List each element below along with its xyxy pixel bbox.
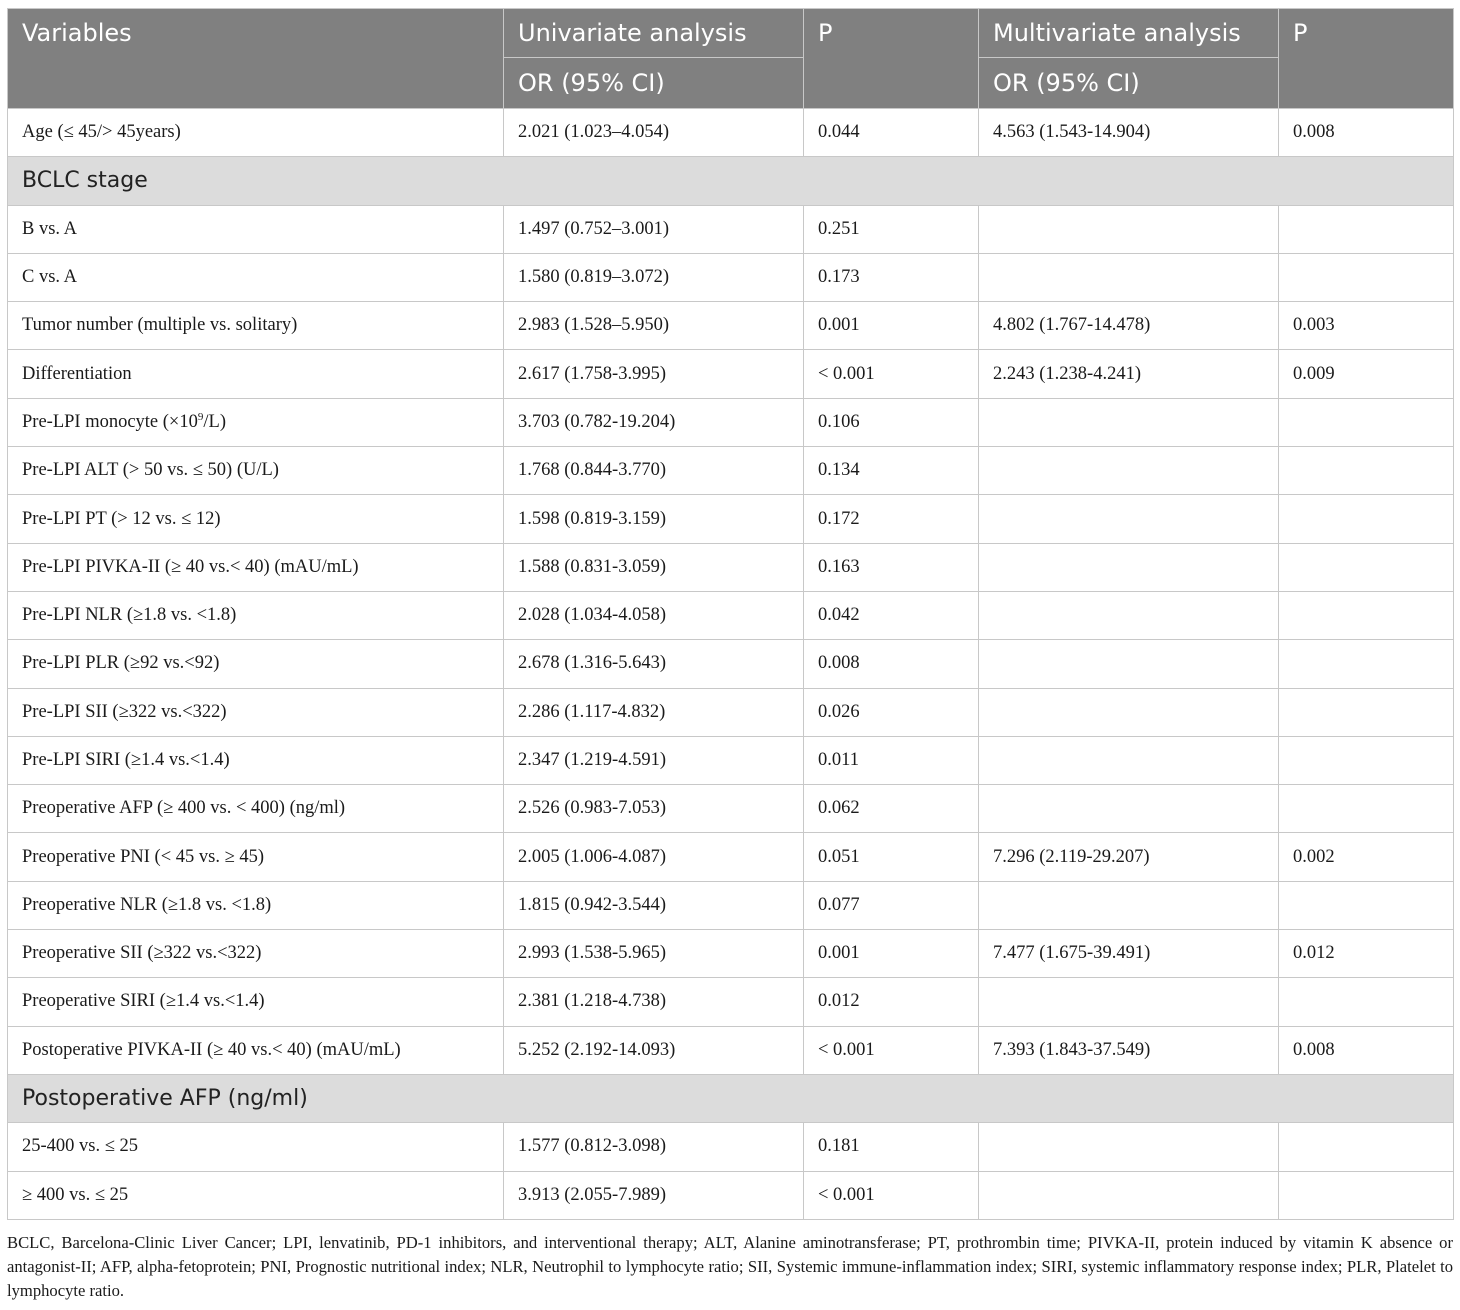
cell-multivariate-or <box>979 1123 1279 1171</box>
table-row <box>8 543 1454 591</box>
cell-variable: Pre-LPI ALT (> 50 vs. ≤ 50) (U/L) <box>8 447 504 495</box>
table-row <box>8 205 1454 253</box>
cell-univariate-p: 0.251 <box>804 205 979 253</box>
cell-variable: Preoperative NLR (≥1.8 vs. <1.8) <box>8 881 504 929</box>
cell-univariate-or: 2.005 (1.006-4.087) <box>504 833 804 881</box>
table-row <box>8 881 1454 929</box>
cell-univariate-p: 0.011 <box>804 736 979 784</box>
cell-univariate-p: 0.001 <box>804 930 979 978</box>
table-row <box>8 495 1454 543</box>
cell-multivariate-p <box>1279 495 1454 543</box>
cell-multivariate-p <box>1279 1171 1454 1219</box>
section-row <box>8 157 1454 205</box>
header-p-univariate: P <box>804 9 979 109</box>
table-row <box>8 1171 1454 1219</box>
cell-multivariate-or <box>979 688 1279 736</box>
header-variables: Variables <box>8 9 504 109</box>
cell-multivariate-p <box>1279 205 1454 253</box>
cell-univariate-or: 1.497 (0.752–3.001) <box>504 205 804 253</box>
header-p-multivariate: P <box>1279 9 1454 109</box>
cell-univariate-p: 0.026 <box>804 688 979 736</box>
cell-multivariate-p <box>1279 881 1454 929</box>
cell-univariate-p: 0.173 <box>804 253 979 301</box>
header-multivariate: Multivariate analysis <box>979 9 1279 58</box>
cell-multivariate-p <box>1279 978 1454 1026</box>
cell-multivariate-or: 7.296 (2.119-29.207) <box>979 833 1279 881</box>
cell-variable: Tumor number (multiple vs. solitary) <box>8 302 504 350</box>
cell-variable <box>8 398 504 446</box>
cell-multivariate-p: 0.012 <box>1279 930 1454 978</box>
table-body <box>8 109 1454 1220</box>
cell-univariate-p: 0.181 <box>804 1123 979 1171</box>
cell-univariate-or: 2.617 (1.758-3.995) <box>504 350 804 398</box>
cell-multivariate-or <box>979 1171 1279 1219</box>
table-row <box>8 1026 1454 1074</box>
cell-univariate-p: 0.106 <box>804 398 979 446</box>
header-row <box>8 9 1454 58</box>
cell-multivariate-p <box>1279 688 1454 736</box>
cell-variable-text: Pre-LPI monocyte (×10 <box>22 411 198 432</box>
cell-univariate-or: 1.588 (0.831-3.059) <box>504 543 804 591</box>
cell-multivariate-or <box>979 205 1279 253</box>
table-row <box>8 591 1454 639</box>
cell-multivariate-or <box>979 881 1279 929</box>
cell-variable: Pre-LPI NLR (≥1.8 vs. <1.8) <box>8 591 504 639</box>
table-row <box>8 688 1454 736</box>
cell-multivariate-p <box>1279 1123 1454 1171</box>
cell-univariate-or: 1.768 (0.844-3.770) <box>504 447 804 495</box>
cell-variable: Preoperative SII (≥322 vs.<322) <box>8 930 504 978</box>
cell-multivariate-p <box>1279 785 1454 833</box>
cell-multivariate-p <box>1279 543 1454 591</box>
table-row <box>8 978 1454 1026</box>
section-label: BCLC stage <box>8 157 1454 205</box>
table-header <box>8 9 1454 109</box>
cell-univariate-or: 2.347 (1.219-4.591) <box>504 736 804 784</box>
cell-univariate-p: < 0.001 <box>804 1171 979 1219</box>
cell-variable: Pre-LPI PT (> 12 vs. ≤ 12) <box>8 495 504 543</box>
regression-table <box>7 8 1454 1220</box>
table-row <box>8 350 1454 398</box>
cell-univariate-p: 0.172 <box>804 495 979 543</box>
cell-multivariate-or <box>979 253 1279 301</box>
cell-multivariate-p <box>1279 736 1454 784</box>
cell-multivariate-p <box>1279 398 1454 446</box>
cell-multivariate-or: 7.477 (1.675-39.491) <box>979 930 1279 978</box>
cell-variable: Preoperative SIRI (≥1.4 vs.<1.4) <box>8 978 504 1026</box>
cell-variable-unit: /L) <box>203 411 226 432</box>
cell-univariate-or: 1.577 (0.812-3.098) <box>504 1123 804 1171</box>
table-row <box>8 109 1454 157</box>
cell-variable: Pre-LPI SII (≥322 vs.<322) <box>8 688 504 736</box>
table-row <box>8 785 1454 833</box>
cell-multivariate-p: 0.009 <box>1279 350 1454 398</box>
cell-multivariate-p: 0.002 <box>1279 833 1454 881</box>
cell-variable: Pre-LPI PIVKA-II (≥ 40 vs.< 40) (mAU/mL) <box>8 543 504 591</box>
cell-variable: C vs. A <box>8 253 504 301</box>
cell-multivariate-p: 0.008 <box>1279 1026 1454 1074</box>
cell-univariate-p: 0.001 <box>804 302 979 350</box>
section-label: Postoperative AFP (ng/ml) <box>8 1074 1454 1122</box>
cell-multivariate-or: 7.393 (1.843-37.549) <box>979 1026 1279 1074</box>
table-row <box>8 302 1454 350</box>
cell-univariate-or: 2.678 (1.316-5.643) <box>504 640 804 688</box>
cell-univariate-p: 0.008 <box>804 640 979 688</box>
cell-multivariate-p: 0.008 <box>1279 109 1454 157</box>
cell-univariate-p: 0.044 <box>804 109 979 157</box>
cell-univariate-or: 1.580 (0.819–3.072) <box>504 253 804 301</box>
cell-multivariate-or <box>979 495 1279 543</box>
cell-multivariate-or <box>979 736 1279 784</box>
cell-multivariate-or <box>979 543 1279 591</box>
cell-variable: Preoperative AFP (≥ 400 vs. < 400) (ng/ml) <box>8 785 504 833</box>
cell-variable: Pre-LPI SIRI (≥1.4 vs.<1.4) <box>8 736 504 784</box>
cell-multivariate-or: 4.563 (1.543-14.904) <box>979 109 1279 157</box>
table-row <box>8 930 1454 978</box>
cell-univariate-p: 0.062 <box>804 785 979 833</box>
cell-variable: Postoperative PIVKA-II (≥ 40 vs.< 40) (mAU/mL) <box>8 1026 504 1074</box>
cell-multivariate-or <box>979 591 1279 639</box>
cell-variable: Pre-LPI PLR (≥92 vs.<92) <box>8 640 504 688</box>
cell-variable: B vs. A <box>8 205 504 253</box>
cell-multivariate-or <box>979 978 1279 1026</box>
cell-univariate-or: 5.252 (2.192-14.093) <box>504 1026 804 1074</box>
cell-multivariate-or <box>979 398 1279 446</box>
cell-univariate-p: < 0.001 <box>804 350 979 398</box>
cell-variable: Preoperative PNI (< 45 vs. ≥ 45) <box>8 833 504 881</box>
table-row <box>8 398 1454 446</box>
cell-variable: ≥ 400 vs. ≤ 25 <box>8 1171 504 1219</box>
cell-multivariate-p: 0.003 <box>1279 302 1454 350</box>
cell-univariate-p: 0.077 <box>804 881 979 929</box>
header-univariate: Univariate analysis <box>504 9 804 58</box>
cell-variable: Differentiation <box>8 350 504 398</box>
cell-univariate-p: 0.012 <box>804 978 979 1026</box>
table-row <box>8 1123 1454 1171</box>
cell-univariate-or: 1.815 (0.942-3.544) <box>504 881 804 929</box>
cell-multivariate-or <box>979 447 1279 495</box>
table-row <box>8 253 1454 301</box>
cell-univariate-p: 0.163 <box>804 543 979 591</box>
cell-univariate-p: 0.051 <box>804 833 979 881</box>
section-row <box>8 1074 1454 1122</box>
cell-multivariate-or: 4.802 (1.767-14.478) <box>979 302 1279 350</box>
cell-univariate-p: 0.042 <box>804 591 979 639</box>
table-footnote: BCLC, Barcelona-Clinic Liver Cancer; LPI, lenvatinib, PD-1 inhibitors, and interventional therapy; ALT, Alanine aminotransferase; PT, prothrombin time; PIVKA-II, protein induced by vitamin K absence or antagonist-II; AFP, alpha-fetoprotein; PNI, Prognostic nutritional index; NLR, Neutrophil to lymphocyte ratio; SII, Systemic immune-inflammation index; SIRI, systemic inflammatory response index; PLR, Platelet to lymphocyte ratio. <box>7 1233 1453 1300</box>
cell-univariate-p: < 0.001 <box>804 1026 979 1074</box>
cell-univariate-or: 2.286 (1.117-4.832) <box>504 688 804 736</box>
table-row <box>8 833 1454 881</box>
cell-univariate-p: 0.134 <box>804 447 979 495</box>
cell-multivariate-p <box>1279 640 1454 688</box>
cell-univariate-or: 2.028 (1.034-4.058) <box>504 591 804 639</box>
cell-multivariate-p <box>1279 447 1454 495</box>
cell-multivariate-p <box>1279 253 1454 301</box>
table-row <box>8 736 1454 784</box>
regression-table-container <box>7 8 1453 1220</box>
cell-univariate-or: 1.598 (0.819-3.159) <box>504 495 804 543</box>
table-row <box>8 447 1454 495</box>
header-or-ci-multivariate: OR (95% CI) <box>979 58 1279 109</box>
table-row <box>8 640 1454 688</box>
cell-multivariate-or: 2.243 (1.238-4.241) <box>979 350 1279 398</box>
cell-univariate-or: 3.703 (0.782-19.204) <box>504 398 804 446</box>
cell-multivariate-p <box>1279 591 1454 639</box>
cell-univariate-or: 2.021 (1.023–4.054) <box>504 109 804 157</box>
cell-variable-superscript: 9 <box>197 410 204 423</box>
cell-univariate-or: 3.913 (2.055-7.989) <box>504 1171 804 1219</box>
header-or-ci-univariate: OR (95% CI) <box>504 58 804 109</box>
cell-univariate-or: 2.381 (1.218-4.738) <box>504 978 804 1026</box>
cell-multivariate-or <box>979 785 1279 833</box>
cell-univariate-or: 2.983 (1.528–5.950) <box>504 302 804 350</box>
cell-univariate-or: 2.993 (1.538-5.965) <box>504 930 804 978</box>
cell-variable: Age (≤ 45/> 45years) <box>8 109 504 157</box>
cell-variable: 25-400 vs. ≤ 25 <box>8 1123 504 1171</box>
cell-univariate-or: 2.526 (0.983-7.053) <box>504 785 804 833</box>
cell-multivariate-or <box>979 640 1279 688</box>
